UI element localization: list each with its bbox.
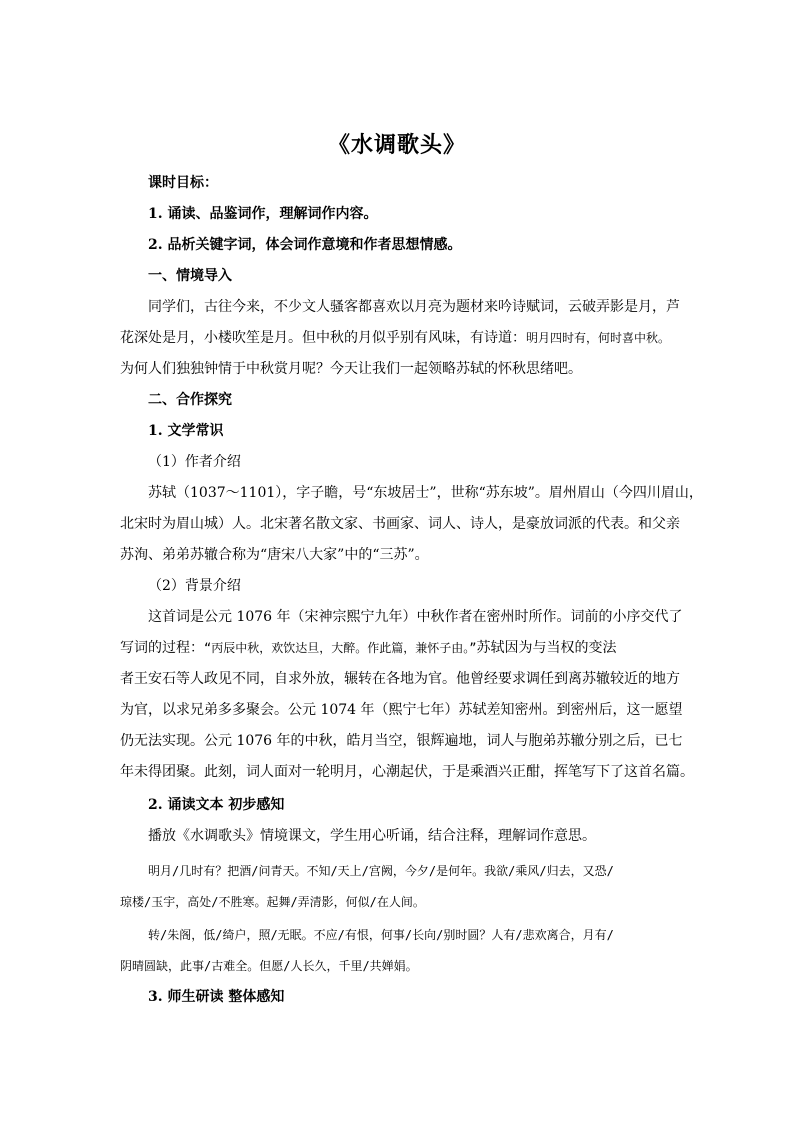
preface-quote: “丙辰中秋，欢饮达旦，大醉。作此篇，兼怀子由。”: [204, 641, 477, 655]
intro-line-1: 同学们，古往今来，不少文人骚客都喜欢以月亮为题材来吟诗赋词，云破弄影是月，芦: [148, 299, 680, 315]
intro-line-3: 为何人们独独钟情于中秋赏月呢？今天让我们一起领略苏轼的怀秋思绪吧。: [120, 361, 582, 377]
objectives-heading: 课时目标：: [148, 175, 218, 191]
subsection-reading: 2. 诵读文本 初步感知: [148, 797, 285, 813]
objective-1: 1. 诵读、品鉴词作，理解词作内容。: [148, 206, 378, 222]
background-heading: （2）背景介绍: [148, 578, 241, 594]
subsection-literature: 1. 文学常识: [148, 423, 224, 439]
author-line-2: 北宋时为眉山城）人。北宋著名散文家、书画家、词人、诗人，是豪放词派的代表。和父亲: [120, 516, 680, 532]
background-line-3: 者王安石等人政见不同，自求外放，辗转在各地为官。他曾经要求调任到离苏辙较近的地方: [120, 671, 680, 687]
background-line-1: 这首词是公元 1076 年（宋神宗熙宁九年）中秋作者在密州时所作。词前的小序交代了: [148, 609, 683, 625]
author-line-3: 苏洵、弟弟苏辙合称为“唐宋八大家”中的“三苏”。: [120, 547, 429, 563]
author-line-1: 苏轼（1037～1101），字子瞻，号“东坡居士”，世称“苏东坡”。眉州眉山（今四川眉山，: [148, 485, 703, 501]
document-title: 《水调歌头》: [327, 132, 466, 158]
background-line-2-text: 写词的过程：: [120, 640, 204, 656]
reading-instruction: 播放《水调歌头》情境课文，学生用心听诵，结合注释，理解词作意思。: [148, 828, 596, 844]
author-intro-heading: （1）作者介绍: [148, 454, 241, 470]
background-line-5: 仍无法实现。公元 1076 年的中秋，皓月当空，银辉遍地，词人与胞弟苏辙分别之后，已七: [120, 733, 683, 749]
intro-quote: 明月四时有，何时喜中秋。: [526, 331, 671, 345]
background-line-6: 年未得团聚。此刻，词人面对一轮明月，心潮起伏，于是乘酒兴正酣，挥笔写下了这首名篇。: [120, 764, 694, 780]
poem-line-4: 阴晴圆缺，此事/古难全。但愿/人长久，千里/共婵娟。: [120, 959, 418, 973]
background-line-2-after: 苏轼因为与当权的变法: [476, 640, 617, 656]
background-line-4: 为官，以求兄弟多多聚会。公元 1074 年（熙宁七年）苏轼差知密州。到密州后，这一愿望: [120, 702, 683, 718]
intro-line-2-text: 花深处是月，小楼吹笙是月。但中秋的月似乎别有风味，有诗道：: [120, 330, 526, 346]
objective-2: 2. 品析关键字词，体会词作意境和作者思想情感。: [148, 237, 462, 253]
section-heading-2: 二、合作探究: [148, 392, 232, 408]
section-heading-1: 一、情境导入: [148, 268, 232, 284]
background-line-2: [120, 637, 700, 657]
intro-line-2: [120, 327, 700, 347]
poem-line-1: 明月/几时有？把酒/问青天。不知/天上/宫阙，今夕/是何年。我欲/乘风/归去，又恐/: [148, 864, 614, 878]
poem-line-2: 琼楼/玉宇，高处/不胜寒。起舞/弄清影，何似/在人间。: [120, 895, 425, 909]
poem-line-3: 转/朱阁，低/绮户，照/无眠。不应/有恨，何事/长向/别时圆？人有/悲欢离合，月有/: [148, 928, 614, 942]
subsection-study: 3. 师生研读 整体感知: [148, 989, 285, 1005]
